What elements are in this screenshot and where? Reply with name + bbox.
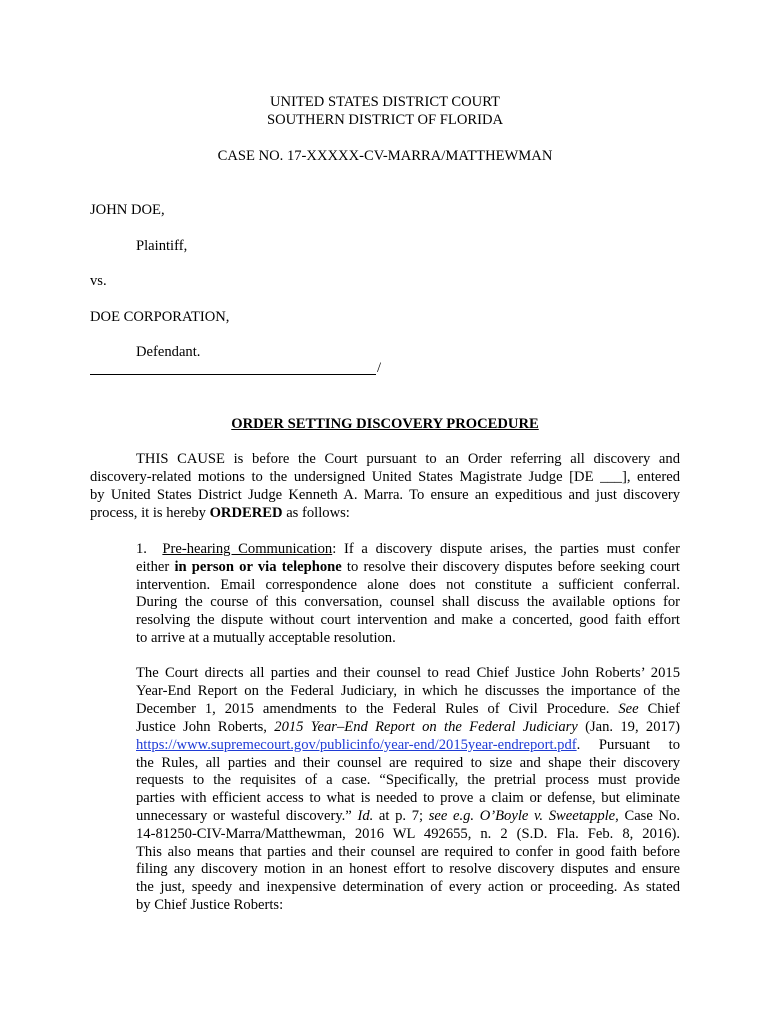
para2-line-11: This also means that parties and their counsel are required to confer in good faith before <box>136 844 680 860</box>
section1-line-6: to arrive at a mutually acceptable resolution. <box>136 630 396 646</box>
para2-line-4-pre: Justice John Roberts, <box>136 719 275 735</box>
para2-line-2: Year-End Report on the Federal Judiciary, in which he discusses the importance of the <box>136 683 680 699</box>
para2-line-3-pre: December 1, 2015 amendments to the Federal Rules of Civil Procedure. <box>136 701 619 717</box>
court-name: UNITED STATES DISTRICT COURT <box>270 94 500 110</box>
order-title-text: ORDER SETTING DISCOVERY PROCEDURE <box>231 416 539 432</box>
section1-line-3: intervention. Email correspondence alone does not constitute a sufficient conferral. <box>136 577 680 593</box>
para2-line-1: The Court directs all parties and their counsel to read Chief Justice John Roberts’ 2015 <box>136 665 680 681</box>
court-district: SOUTHERN DISTRICT OF FLORIDA <box>266 112 504 128</box>
plaintiff-name: JOHN DOE, <box>90 202 165 218</box>
para2-line-9 <box>136 808 680 826</box>
para2-line-9-mid: at p. 7; <box>373 808 429 824</box>
para2-line-3-post: Chief <box>638 701 680 717</box>
para2-line-5-post: . Pursuant to <box>576 737 680 753</box>
para2-line-5 <box>136 737 680 755</box>
para2-line-14: by Chief Justice Roberts: <box>136 897 284 913</box>
section1-line-2 <box>136 559 680 577</box>
para2-line-8: parties with efficient access to what is needed to prove a claim or defense, but eliminate <box>136 790 680 806</box>
para2-line-3 <box>136 701 680 719</box>
para2-line-4 <box>136 719 680 737</box>
section1-line-2-post: to resolve their discovery disputes before seeking court <box>341 559 680 575</box>
defendant-name: DOE CORPORATION, <box>90 309 230 325</box>
id-signal: Id. <box>357 808 374 824</box>
para2-line-7: requests to the requisites of a case. “Specifically, the pretrial process must provide <box>136 772 680 788</box>
para2-line-12: filing any discovery motion in an honest effort to resolve discovery disputes and ensure <box>136 861 680 877</box>
para2-line-4-post: (Jan. 19, 2017) <box>577 719 680 735</box>
versus: vs. <box>90 273 107 289</box>
section1-line-5: resolving the dispute without court intervention and make a concerted, good faith effort <box>136 612 680 628</box>
para2-see-signal: See <box>618 701 639 717</box>
order-title <box>0 416 770 434</box>
intro-line-1: THIS CAUSE is before the Court pursuant to an Order referring all discovery and <box>136 451 680 467</box>
case-citation: see e.g. O’Boyle v. Sweetapple <box>428 808 616 824</box>
section1-bold-phrase: in person or via telephone <box>174 559 342 575</box>
para2-line-9-post: , Case No. <box>615 808 680 824</box>
para2-line-9-pre: unnecessary or wasteful discovery.” <box>136 808 358 824</box>
intro-line-3: by United States District Judge Kenneth A. Marra. To ensure an expeditious and just discovery <box>90 487 680 503</box>
intro-line-4 <box>90 505 350 523</box>
section1-line-2-pre: either <box>136 559 175 575</box>
case-number: CASE NO. 17-XXXXX-CV-MARRA/MATTHEWMAN <box>217 148 553 164</box>
plaintiff-role: Plaintiff, <box>136 238 188 254</box>
caption-slash: / <box>377 360 382 376</box>
section1-number: 1. <box>136 541 147 557</box>
report-link[interactable]: https://www.supremecourt.gov/publicinfo/year-end/2015year-endreport.pdf <box>136 737 577 753</box>
section1-line-4: During the course of this conversation, counsel shall discuss the available options for <box>136 594 680 610</box>
intro-line-2: discovery-related motions to the undersigned United States Magistrate Judge [DE ___], entered <box>90 469 680 485</box>
defendant-role: Defendant. <box>136 344 201 360</box>
section1-line-1-rest: : If a discovery dispute arises, the parties must confer <box>332 541 680 557</box>
ordered-text: ORDERED <box>209 505 283 521</box>
para2-line-6: the Rules, all parties and their counsel are required to size and shape their discovery <box>136 755 680 771</box>
para2-line-10: 14-81250-CIV-Marra/Matthewman, 2016 WL 492655, n. 2 (S.D. Fla. Feb. 8, 2016). <box>136 826 680 842</box>
intro-line-4-post: as follows: <box>282 505 350 521</box>
section1-heading: Pre-hearing Communication <box>162 541 333 557</box>
intro-line-4-pre: process, it is hereby <box>90 505 210 521</box>
caption-signature-rule <box>90 374 376 375</box>
section1-line-1 <box>136 541 680 559</box>
report-title: 2015 Year–End Report on the Federal Judiciary <box>274 719 578 735</box>
para2-line-13: the just, speedy and inexpensive determination of every action or proceeding. As stated <box>136 879 680 895</box>
